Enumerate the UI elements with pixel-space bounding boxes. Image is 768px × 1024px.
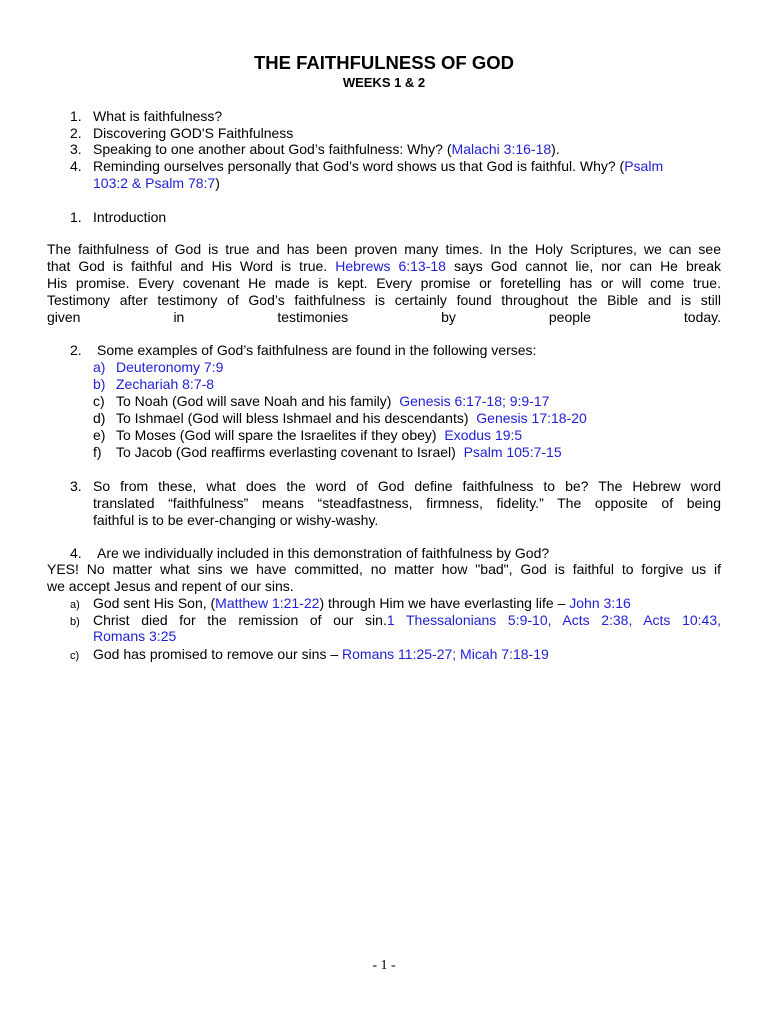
paragraph-line (47, 258, 721, 275)
example-text: To Jacob (God reaffirms everlasting covenant to Israel) (116, 444, 456, 460)
outline-text: ). (551, 141, 560, 157)
paragraph-line: So from these, what does the word of God define faithfulness to be? The Hebrew word (93, 478, 721, 494)
example-text: To Noah (God will save Noah and his family) (116, 393, 392, 409)
paragraph-line: His promise. Every covenant He made is kept. Every promise or foretelling has or will come true. (47, 275, 721, 291)
scripture-link[interactable]: Hebrews 6:13-18 (335, 258, 446, 274)
scripture-link[interactable]: Zechariah 8:7-8 (116, 376, 215, 392)
scripture-link[interactable]: Malachi 3:16-18 (451, 141, 552, 157)
section-heading: Some examples of God’s faithfulness are found in the following verses: (97, 342, 537, 358)
list-item (93, 595, 631, 612)
paragraph-line: we accept Jesus and repent of our sins. (47, 578, 294, 594)
scripture-link[interactable]: 1 Thessalonians 5:9-10, Acts 2:38, Acts 10:43, (386, 612, 721, 628)
outline-text: ) (215, 175, 220, 191)
section-number: 1. (70, 209, 82, 225)
section-heading: Introduction (93, 209, 167, 225)
paragraph-line: YES! No matter what sins we have committed, no matter how "bad", God is faithful to forgive us if (47, 561, 721, 577)
outline-number: 3. (70, 141, 82, 157)
outline-number: 1. (70, 108, 82, 124)
list-item (93, 646, 549, 663)
outline-number: 2. (70, 125, 82, 141)
paragraph-line: Testimony after testimony of God’s faithfulness is certainly found throughout the Bible and is still (47, 292, 721, 308)
example-letter: d) (93, 410, 106, 426)
example-item (116, 427, 522, 444)
example-text: To Moses (God will spare the Israelites if they obey) (116, 427, 437, 443)
scripture-link[interactable]: Romans 11:25-27; Micah 7:18-19 (342, 646, 549, 662)
scripture-link[interactable]: Genesis 6:17-18; 9:9-17 (399, 393, 550, 409)
list-letter: b) (70, 616, 80, 628)
example-letter: a) (93, 359, 106, 375)
outline-text: Reminding ourselves personally that God’s word shows us that God is faithful. Why? ( (93, 158, 625, 174)
outline-item-continued (93, 175, 220, 192)
paragraph-line: The faithfulness of God is true and has been proven many times. In the Holy Scriptures, we can see (47, 241, 721, 257)
list-text: Christ died for the remission of our sin. (93, 612, 387, 628)
outline-item (93, 141, 560, 158)
list-text: God has promised to remove our sins – (93, 646, 343, 662)
outline-item: Discovering GOD'S Faithfulness (93, 125, 294, 141)
page-number: - 1 - (372, 958, 396, 973)
scripture-link[interactable]: Exodus 19:5 (444, 427, 523, 443)
section-number: 2. (70, 342, 82, 358)
scripture-link[interactable]: Genesis 17:18-20 (476, 410, 587, 426)
list-item (93, 612, 721, 629)
scripture-link[interactable]: 103:2 & Psalm 78:7 (93, 175, 216, 191)
page-title: THE FAITHFULNESS OF GOD (253, 52, 515, 73)
example-letter: b) (93, 376, 106, 392)
list-text: ) through Him we have everlasting life – (319, 595, 570, 611)
outline-text: Speaking to one another about God’s faithfulness: Why? ( (93, 141, 452, 157)
outline-number: 4. (70, 158, 82, 174)
section-number: 4. (70, 545, 82, 561)
paragraph-text: says God cannot lie, nor can He break (445, 258, 721, 274)
list-letter: c) (70, 650, 80, 662)
scripture-link[interactable]: John 3:16 (569, 595, 631, 611)
section-number: 3. (70, 478, 82, 494)
scripture-link[interactable]: Matthew 1:21-22 (215, 595, 320, 611)
paragraph-line: faithful is to be ever-changing or wishy-washy. (93, 512, 379, 528)
paragraph-line: translated “faithfulness” means “steadfastness, firmness, fidelity.” The opposite of being (93, 495, 721, 511)
paragraph-line: given in testimonies by people today. (47, 309, 721, 325)
example-item (116, 444, 562, 461)
outline-item (93, 158, 663, 175)
example-letter: c) (93, 393, 105, 409)
list-letter: a) (70, 599, 80, 611)
example-item (116, 410, 587, 427)
scripture-link[interactable]: Psalm (624, 158, 664, 174)
example-text: To Ishmael (God will bless Ishmael and his descendants) (116, 410, 469, 426)
example-letter: e) (93, 427, 106, 443)
example-item (116, 393, 549, 410)
scripture-link[interactable]: Deuteronomy 7:9 (116, 359, 224, 375)
scripture-link[interactable]: Psalm 105:7-15 (463, 444, 562, 460)
list-text: God sent His Son, ( (93, 595, 216, 611)
scripture-link[interactable]: Romans 3:25 (93, 628, 177, 644)
outline-item: What is faithfulness? (93, 108, 223, 124)
paragraph-text: that God is faithful and His Word is true. (47, 258, 336, 274)
example-letter: f) (93, 444, 102, 460)
section-heading: Are we individually included in this demonstration of faithfulness by God? (97, 545, 550, 561)
page-subtitle: WEEKS 1 & 2 (342, 75, 426, 90)
